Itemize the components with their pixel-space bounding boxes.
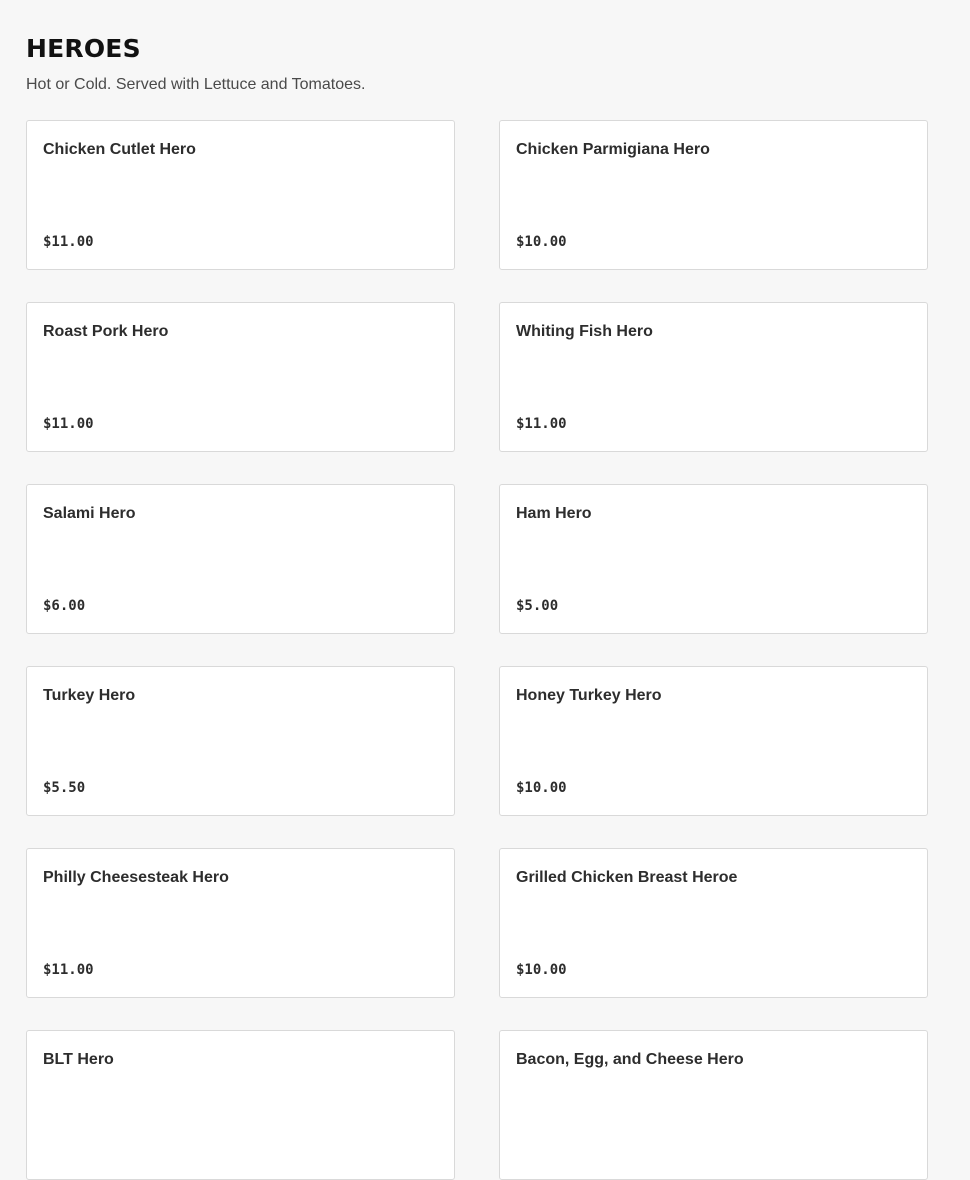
menu-item-name: Bacon, Egg, and Cheese Hero [516, 1051, 744, 1068]
menu-item-price: $11.00 [516, 416, 567, 432]
menu-item-name: Roast Pork Hero [43, 323, 169, 340]
menu-item-card[interactable] [26, 848, 455, 998]
menu-item-name: Chicken Cutlet Hero [43, 141, 196, 158]
menu-item-price: $11.00 [43, 234, 94, 250]
menu-item-name: Philly Cheesesteak Hero [43, 869, 229, 886]
menu-item-card[interactable] [499, 120, 928, 270]
menu-item-price: $6.00 [43, 598, 86, 614]
menu-item-price: $11.00 [43, 962, 94, 978]
menu-item-card[interactable] [499, 666, 928, 816]
menu-item-price: $11.00 [43, 416, 94, 432]
section-description: Hot or Cold. Served with Lettuce and Tomatoes. [26, 76, 366, 93]
menu-item-card[interactable] [499, 302, 928, 452]
menu-item-price: $10.00 [516, 234, 567, 250]
menu-item-card[interactable] [26, 484, 455, 634]
menu-item-card[interactable] [26, 302, 455, 452]
menu-item-name: Honey Turkey Hero [516, 687, 662, 704]
menu-item-card[interactable] [26, 666, 455, 816]
menu-item-name: Ham Hero [516, 505, 592, 522]
menu-item-name: Turkey Hero [43, 687, 136, 704]
menu-item-name: Chicken Parmigiana Hero [516, 141, 710, 158]
menu-item-name: Grilled Chicken Breast Heroe [516, 869, 738, 886]
menu-item-price: $10.00 [516, 780, 567, 796]
menu-item-card[interactable] [499, 1030, 928, 1180]
section-title: HEROES [26, 34, 141, 63]
menu-item-price: $5.50 [43, 780, 86, 796]
menu-item-grid [26, 120, 928, 1180]
menu-item-card[interactable] [26, 120, 455, 270]
menu-item-card[interactable] [499, 848, 928, 998]
menu-item-card[interactable] [499, 484, 928, 634]
menu-item-name: Salami Hero [43, 505, 136, 522]
menu-item-name: BLT Hero [43, 1051, 114, 1068]
menu-item-name: Whiting Fish Hero [516, 323, 653, 340]
menu-item-card[interactable] [26, 1030, 455, 1180]
menu-item-price: $5.00 [516, 598, 559, 614]
menu-item-price: $10.00 [516, 962, 567, 978]
